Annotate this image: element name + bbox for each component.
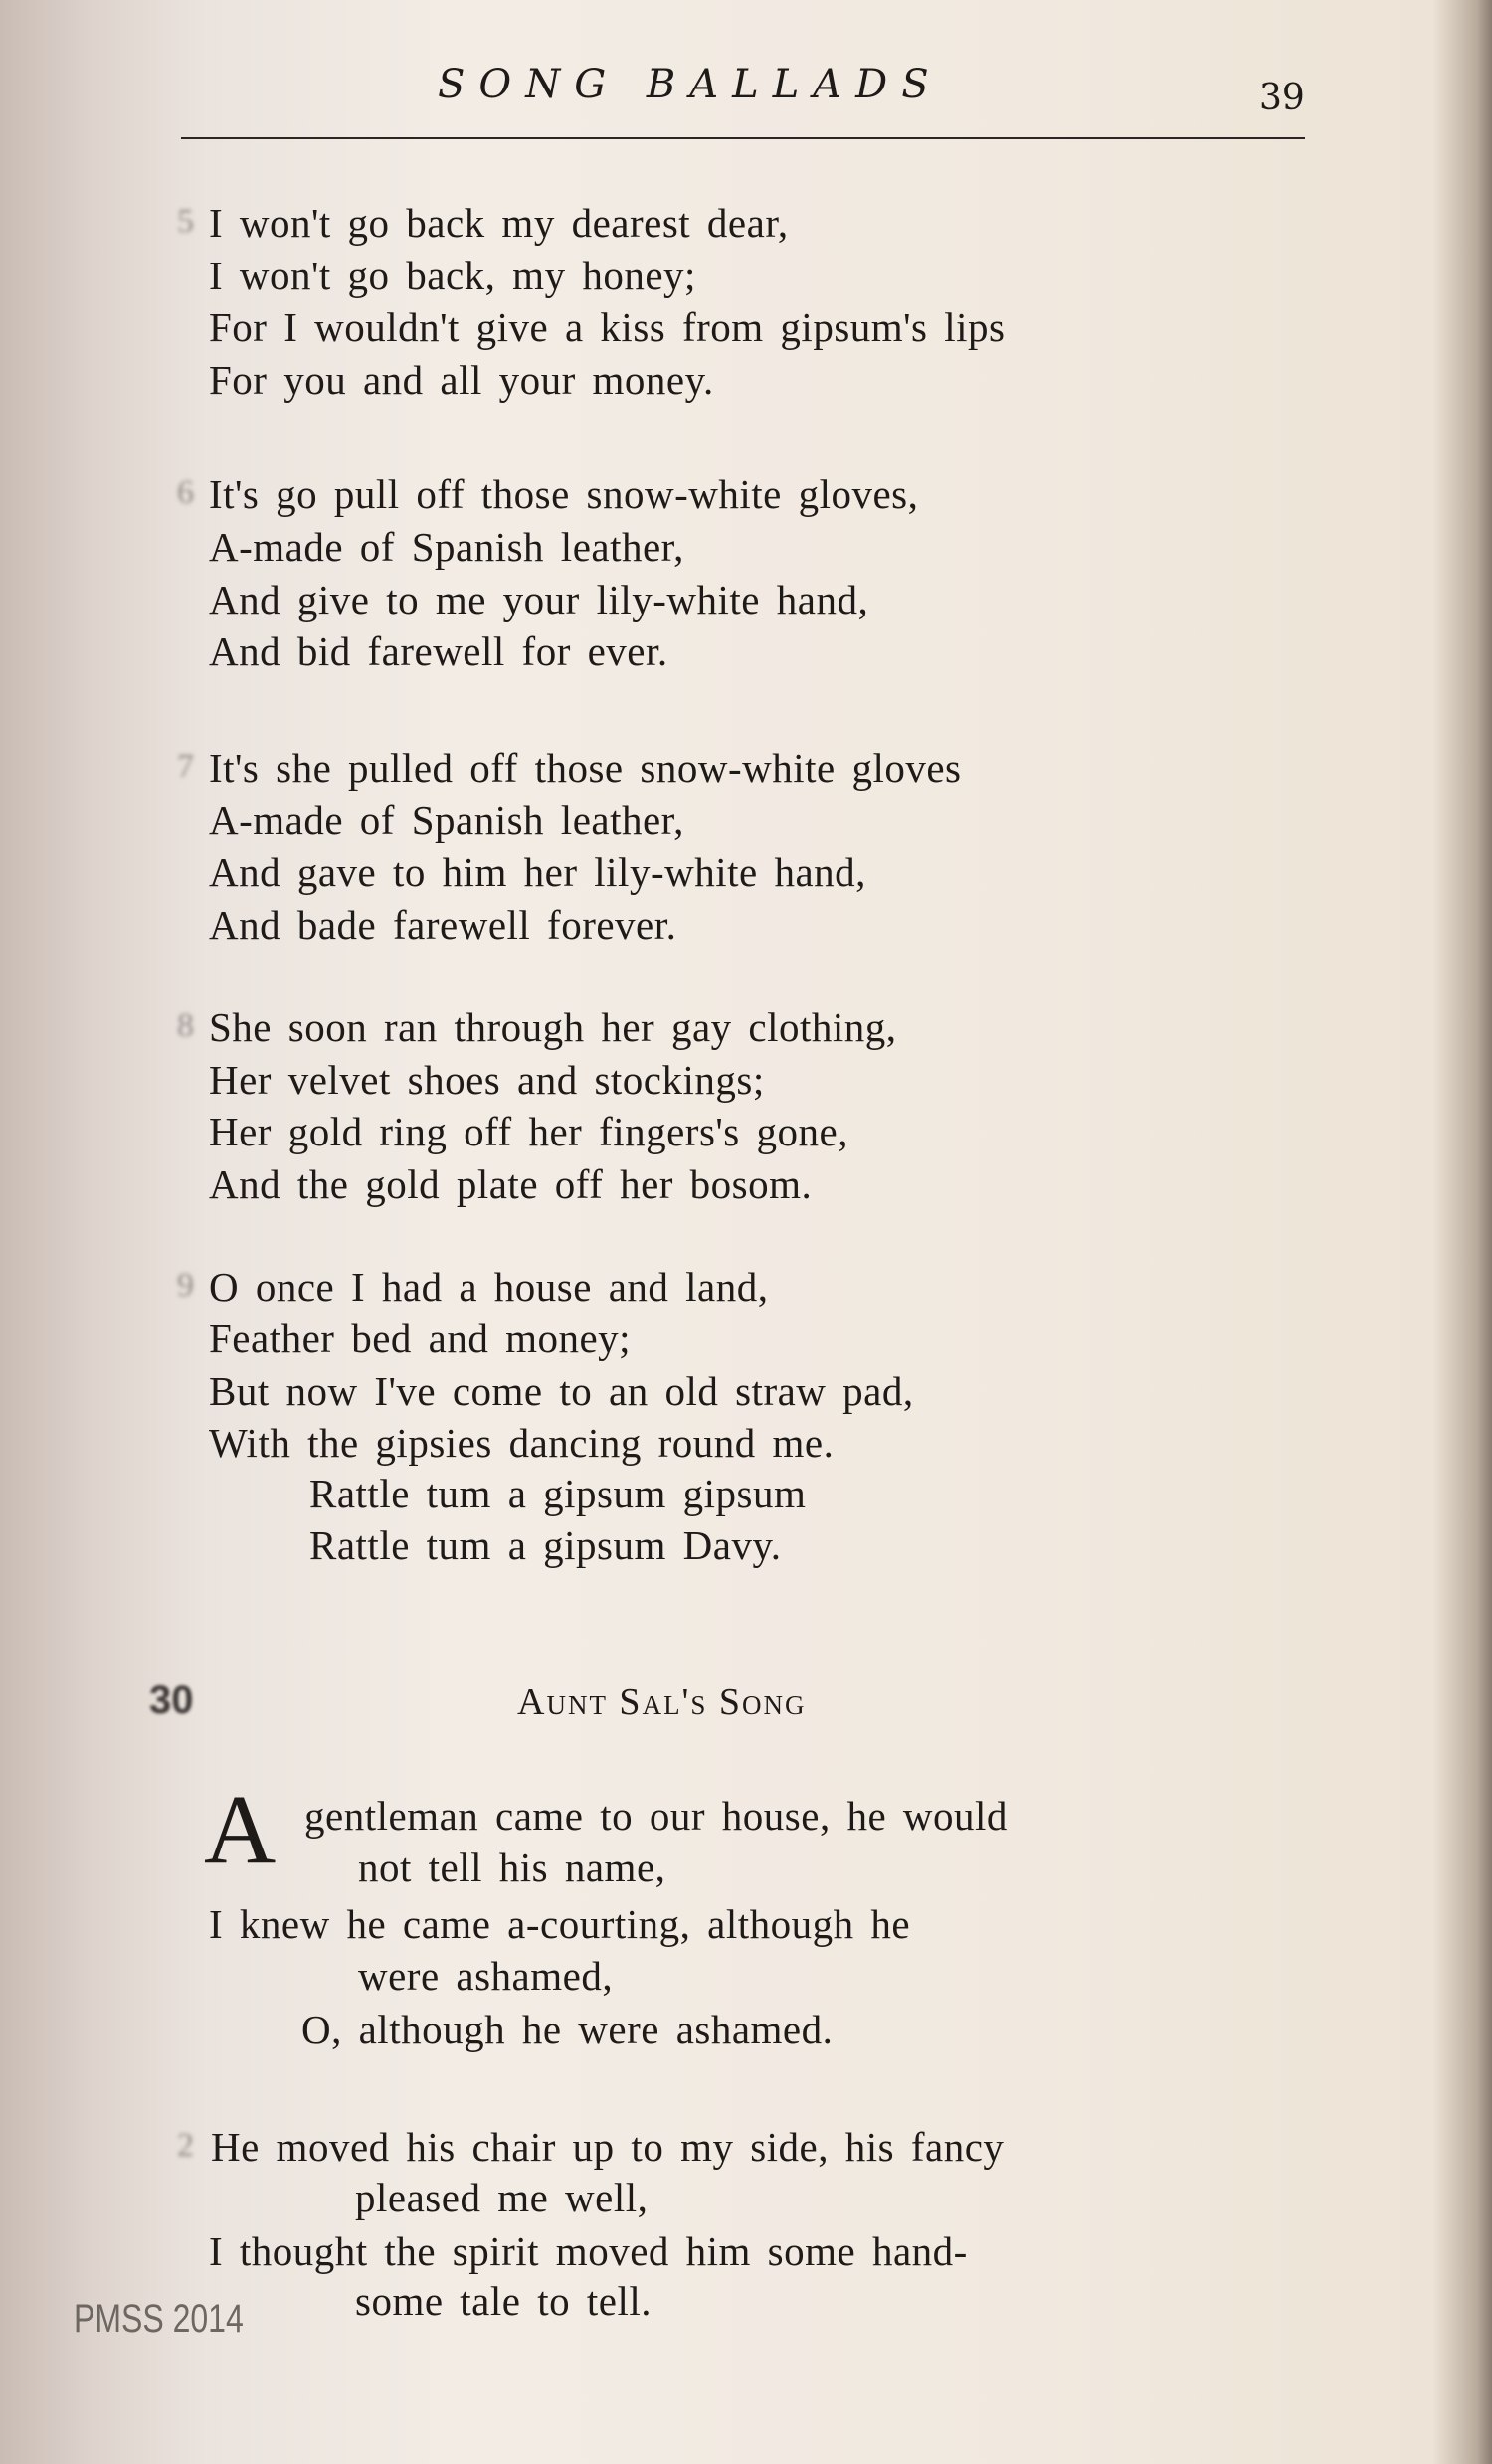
verse-line: pleased me well, [355, 2175, 649, 2220]
verse-line: not tell his name, [358, 1845, 666, 1891]
verse-line: He moved his chair up to my side, his fancy [211, 2124, 1005, 2171]
stanza-number: 5 [177, 202, 194, 240]
verse-line: O once I had a house and land, [209, 1263, 769, 1310]
stanza-number: 9 [177, 1266, 194, 1304]
refrain-line: Rattle tum a gipsum gipsum [309, 1471, 807, 1517]
verse-line: I won't go back my dearest dear, [209, 199, 789, 246]
stanza-number: 2 [177, 2127, 194, 2165]
verse-line: And give to me your lily-white hand, [209, 576, 869, 622]
verse-line: And the gold plate off her bosom. [209, 1160, 813, 1207]
verse-line: It's she pulled off those snow-white gloves [209, 745, 962, 792]
verse-line: A-made of Spanish leather, [209, 523, 684, 570]
verse-line: Feather bed and money; [209, 1316, 632, 1362]
page-number: 39 [1259, 78, 1305, 118]
verse-line: And gave to him her lily-white hand, [209, 849, 866, 896]
stanza-number: 7 [177, 748, 194, 786]
verse-line: Her gold ring off her fingers's gone, [209, 1109, 848, 1155]
verse-line: A-made of Spanish leather, [209, 796, 684, 843]
verse-line: some tale to tell. [355, 2278, 652, 2325]
verse-line: But now I've come to an old straw pad, [209, 1367, 914, 1414]
watermark: PMSS 2014 [74, 2297, 244, 2341]
verse-line: Her velvet shoes and stockings; [209, 1056, 765, 1103]
verse-line: For you and all your money. [209, 356, 714, 403]
header-rule [181, 137, 1305, 139]
verse-line: gentleman came to our house, he would [304, 1793, 1008, 1840]
drop-cap: A [204, 1774, 277, 1884]
verse-line: She soon ran through her gay clothing, [209, 1003, 897, 1050]
running-title: SONG BALLADS [438, 62, 943, 107]
song-number: 30 [149, 1678, 194, 1722]
verse-line: It's go pull off those snow-white gloves, [209, 471, 919, 518]
verse-line: O, although he were ashamed. [301, 2006, 834, 2052]
verse-line: I knew he came a-courting, although he [209, 1901, 911, 1948]
stanza-number: 8 [177, 1006, 194, 1044]
verse-line: were ashamed, [358, 1953, 614, 2000]
stanza-number: 6 [177, 474, 194, 512]
verse-line: And bade farewell forever. [209, 902, 677, 949]
verse-line: For I wouldn't give a kiss from gipsum's lips [209, 304, 1006, 351]
refrain-line: Rattle tum a gipsum Davy. [309, 1522, 782, 1569]
verse-line: I thought the spirit moved him some hand- [209, 2227, 968, 2274]
verse-line: With the gipsies dancing round me. [209, 1420, 835, 1467]
song-title: Aunt Sal's Song [517, 1681, 807, 1723]
verse-line: And bid farewell for ever. [209, 628, 668, 675]
verse-line: I won't go back, my honey; [209, 252, 696, 298]
